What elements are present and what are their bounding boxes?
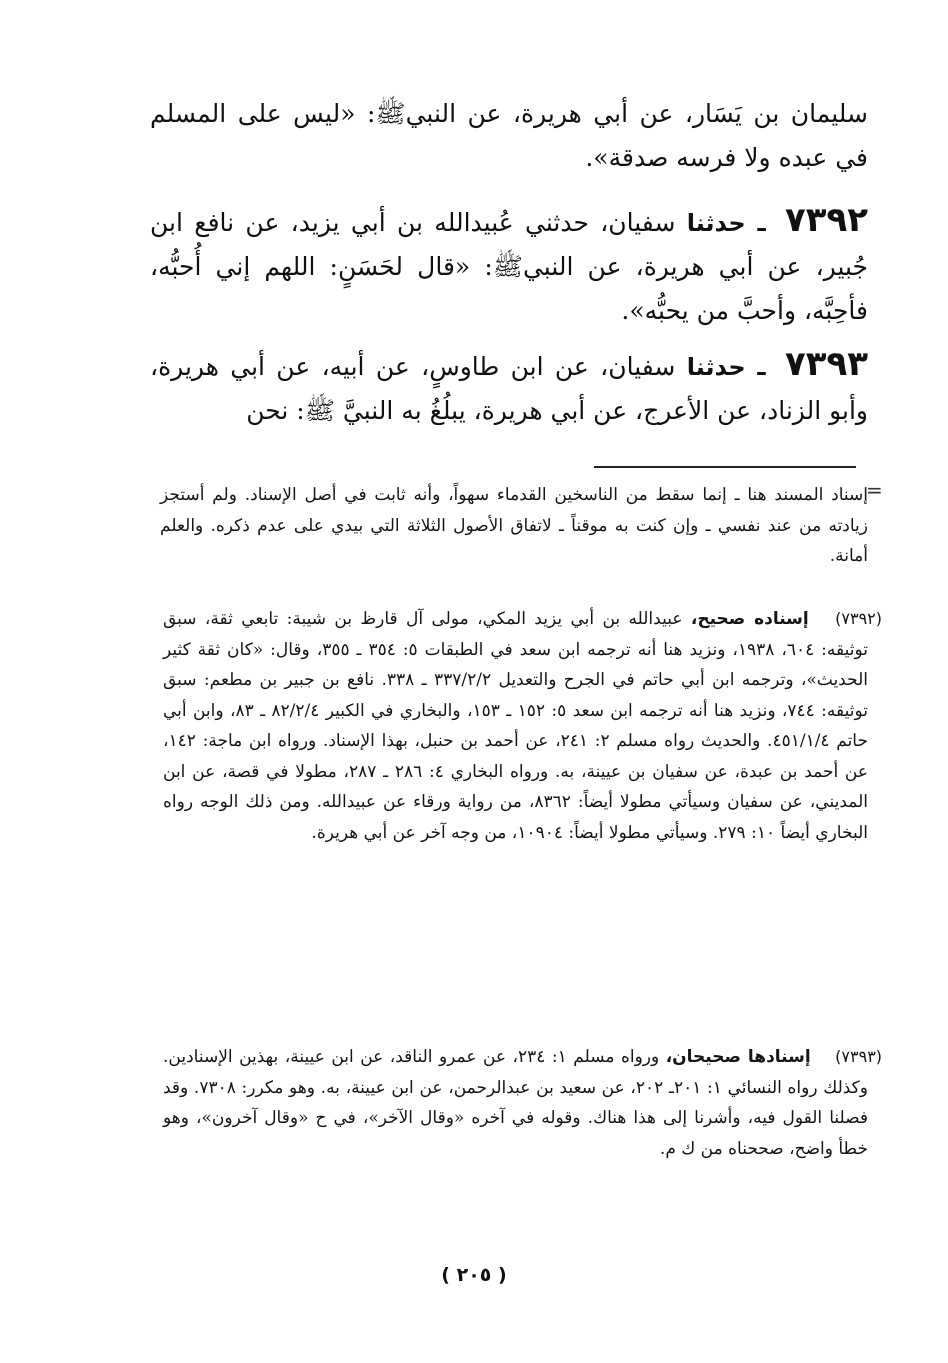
hadith-number: ٧٣٩٣ [784, 344, 868, 384]
footnote-text: ورواه مسلم ١: ٢٣٤، عن عمرو الناقد، عن ابن عيينة، بهذين الإسنادين. وكذلك رواه النسائي ١: ٢٠١ـ ٢٠٢، عن سعيد بن عبدالرحمن، عن ابن عيينة، به. وهو مكرر: ٧٣٠٨. وقد فصلنا القول فيه، وأشرنا إلى هذا هناك. وقوله في آخره «وقال الآخر»، في ح «وقال آخرون»، وهو خطأ واضح، صححناه من ك م. [163, 1047, 868, 1159]
footnote-continuation-mark: = [866, 478, 883, 502]
hadith-text: سفيان، حدثني عُبيدالله بن أبي يزيد، عن نافع ابن جُبير، عن أبي هريرة، عن النبيﷺ: «قال لحَسَنٍ: اللهم إني أُحبُّه، فأحِبَّه، وأحبَّ من يحبُّه». [150, 208, 868, 325]
footnote-continuation [160, 480, 868, 572]
hadith-7393 [150, 342, 868, 433]
hadith-lead: ـ حدثنا [686, 209, 766, 237]
continuation-text: سليمان بن يَسَار، عن أبي هريرة، عن النبيﷺ: «ليس على المسلم في عبده ولا فرسه صدقة». [150, 99, 868, 172]
hadith-lead: ـ حدثنا [686, 353, 766, 381]
footnote-7393 [163, 1042, 883, 1164]
page-number: ( ٢٠٥ ) [441, 1264, 507, 1286]
hadith-7392 [150, 198, 868, 333]
footnote-separator [594, 466, 856, 468]
footnote-text: عبيدالله بن أبي يزيد المكي، مولى آل قارظ بن شيبة: تابعي ثقة، سبق توثيقه: ٦٠٤، ١٩٣٨، ونزيد هنا أنه ترجمه ابن سعد في الطبقات ٥: ٣٥٤ ـ ٣٥٥، وقال: «كان ثقة كثير الحديث»، وترجمه ابن أبي حاتم في الجرح والتعديل ٣٣٧/٢/٢ ـ ٣٣٨. نافع بن جبير بن مطعم: سبق توثيقه: ٧٤٤، ونزيد هنا أنه ترجمه ابن سعد ٥: ١٥٢ ـ ١٥٣، والبخاري في الكبير ٨٢/٢/٤ ـ ٨٣، وابن أبي حاتم ٤٥١/١/٤. والحديث رواه مسلم ٢: ٢٤١، عن أحمد بن حنبل، بهذا الإسناد. ورواه ابن ماجة: ١٤٢، عن أحمد بن عبدة، عن سفيان بن عيينة، به. ورواه البخاري ٤: ٢٨٦ ـ ٢٨٧، مطولا في قصة، عن ابن المديني، عن سفيان وسيأتي مطولا أيضاً: ٨٣٦٢، من رواية ورقاء عن عبيدالله. ومن ذلك الوجه رواه البخاري أيضاً ١٠: ٢٧٩. وسيأتي مطولا أيضاً: ١٠٩٠٤، من وجه آخر عن أبي هريرة. [163, 609, 868, 843]
footnote-7392 [163, 604, 882, 848]
main-text-continuation [150, 92, 868, 180]
footnote-number: (٧٣٩٣) [835, 1047, 883, 1066]
footnote-heading: إسناده صحيح، [690, 609, 809, 629]
hadith-number: ٧٣٩٢ [784, 200, 868, 240]
footnote-text: إسناد المسند هنا ـ إنما سقط من الناسخين القدماء سهواً، وأنه ثابت في أصل الإسناد. ولم أستجز زيادته من عند نفسي ـ وإن كنت به موقناً ـ لاتفاق الأصول الثلاثة التي بيدي على عدم ذكره. والعلم أمانة. [160, 485, 868, 566]
hadith-text: سفيان، عن ابن طاوسٍ، عن أبيه، عن أبي هريرة، وأبو الزناد، عن الأعرج، عن أبي هريرة، يبلُغُ به النبيَّ ﷺ: نحن [150, 352, 868, 425]
footnote-number: (٧٣٩٢) [835, 609, 882, 628]
footnote-heading: إسنادها صحيحان، [665, 1047, 811, 1067]
